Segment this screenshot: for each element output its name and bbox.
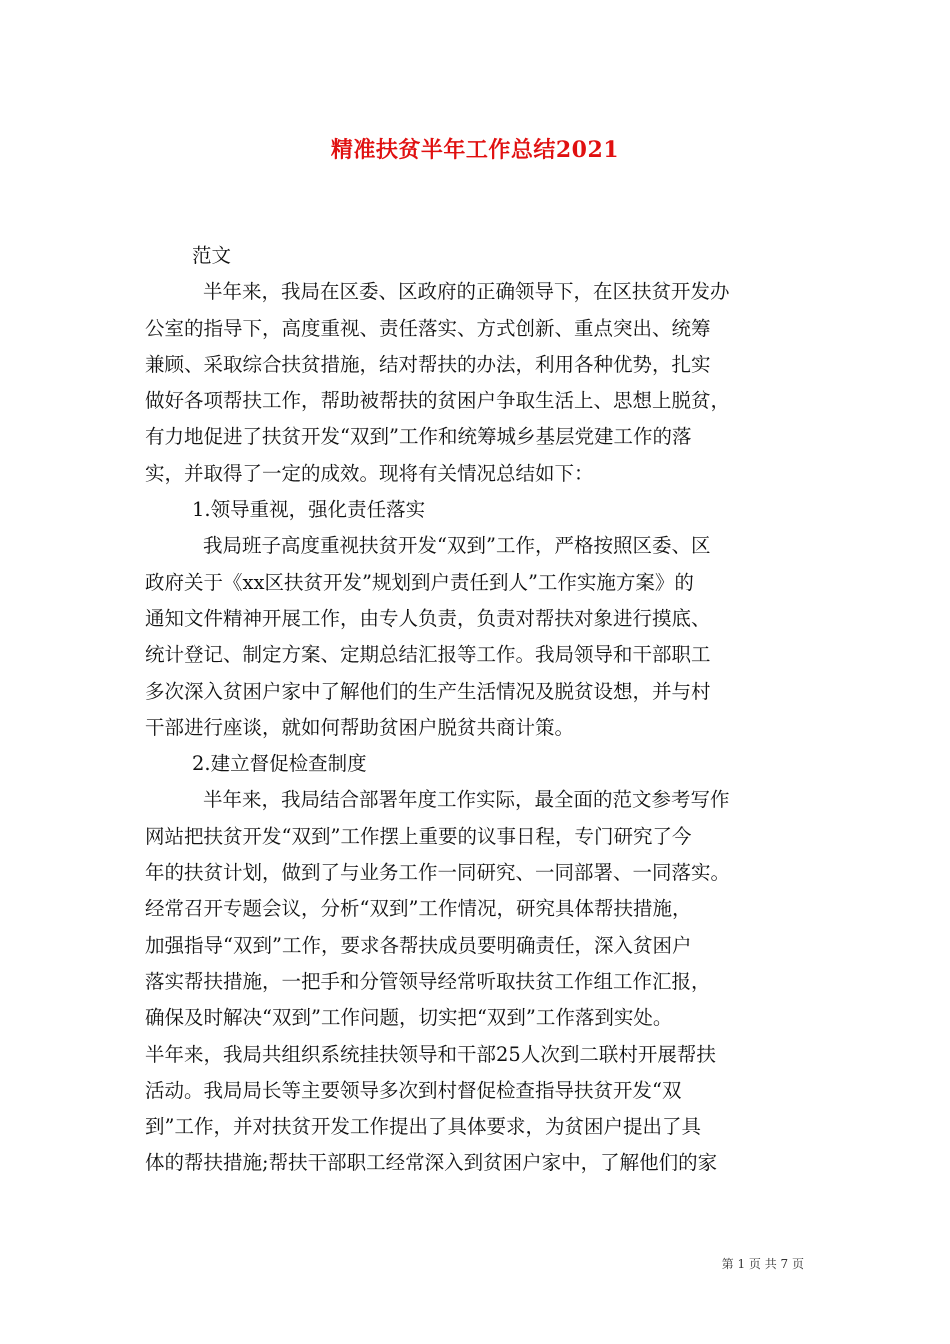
text-line: 落实帮扶措施，一把手和分管领导经常听取扶贫工作组工作汇报， — [145, 969, 711, 993]
text-line: 半年来，我局共组织系统挂扶领导和干部25人次到二联村开展帮扶 — [145, 1042, 716, 1066]
text-line: 年的扶贫计划，做到了与业务工作一同研究、一同部署、一同落实。 — [145, 861, 731, 885]
text-line: 做好各项帮扶工作，帮助被帮扶的贫困户争取生活上、思想上脱贫， — [145, 389, 731, 413]
text-line: 通知文件精神开展工作，由专人负责，负责对帮扶对象进行摸底、 — [145, 606, 711, 630]
text-line: 到”工作，并对扶贫开发工作提出了具体要求，为贫困户提出了具 — [145, 1115, 701, 1139]
text-line: 兼顾、采取综合扶贫措施，结对帮扶的办法，利用各种优势，扎实 — [145, 352, 711, 376]
document-body — [145, 238, 820, 1182]
text-line: 半年来，我局结合部署年度工作实际，最全面的范文参考写作 — [203, 788, 730, 812]
text-line: 公室的指导下，高度重视、责任落实、方式创新、重点突出、统筹 — [145, 316, 711, 340]
text-line: 我局班子高度重视扶贫开发“双到”工作，严格按照区委、区 — [203, 534, 711, 558]
section-heading: 2.建立督促检查制度 — [192, 752, 367, 776]
document-title: 精准扶贫半年工作总结2021 — [330, 137, 620, 163]
text-line: 活动。我局局长等主要领导多次到村督促检查指导扶贫开发“双 — [145, 1078, 682, 1102]
text-line: 有力地促进了扶贫开发“双到”工作和统筹城乡基层党建工作的落 — [145, 425, 692, 449]
text-line: 多次深入贫困户家中了解他们的生产生活情况及脱贫设想，并与村 — [145, 679, 711, 703]
text-line: 政府关于《xx区扶贫开发”规划到户责任到人”工作实施方案》的 — [145, 570, 694, 594]
text-line: 确保及时解决“双到”工作问题，切实把“双到”工作落到实处。 — [145, 1006, 673, 1030]
text-line: 网站把扶贫开发“双到”工作摆上重要的议事日程，专门研究了今 — [145, 824, 692, 848]
text-line: 加强指导“双到”工作，要求各帮扶成员要明确责任，深入贫困户 — [145, 933, 692, 957]
text-line: 范文 — [192, 244, 232, 267]
text-line: 实，并取得了一定的成效。现将有关情况总结如下： — [145, 461, 594, 485]
text-line: 体的帮扶措施;帮扶干部职工经常深入到贫困户家中，了解他们的家 — [145, 1151, 718, 1175]
page-number: 第 1 页 共 7 页 — [721, 1257, 804, 1271]
text-line: 半年来，我局在区委、区政府的正确领导下，在区扶贫开发办 — [203, 280, 730, 304]
text-line: 经常召开专题会议，分析“双到”工作情况，研究具体帮扶措施， — [145, 897, 692, 921]
text-line: 干部进行座谈，就如何帮助贫困户脱贫共商计策。 — [145, 715, 575, 739]
section-heading: 1.领导重视，强化责任落实 — [192, 498, 426, 522]
text-line: 统计登记、制定方案、定期总结汇报等工作。我局领导和干部职工 — [145, 643, 711, 667]
